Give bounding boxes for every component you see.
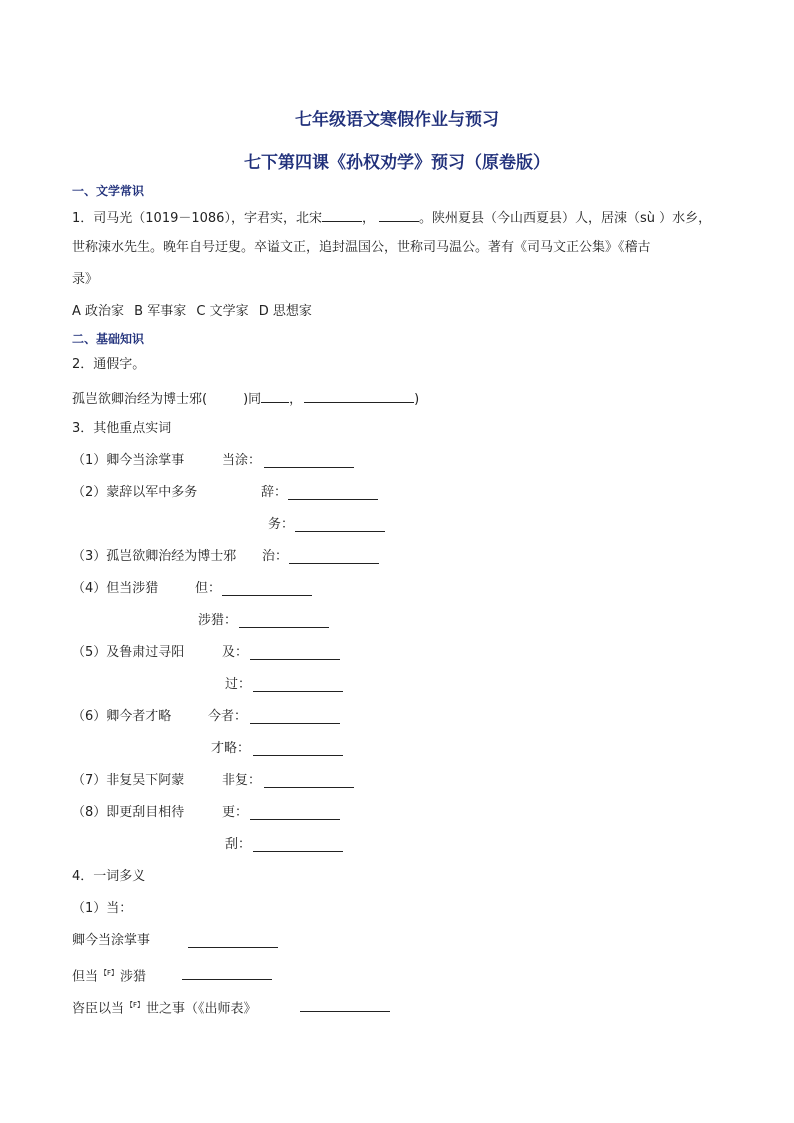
polysemy-example bbox=[72, 997, 257, 1017]
footnote-mark: 【F】 bbox=[126, 1001, 145, 1009]
answer-blank[interactable] bbox=[379, 208, 419, 222]
polysemy-text-a: 但当 bbox=[72, 969, 99, 985]
page-title: 七年级语文寒假作业与预习 bbox=[295, 110, 499, 130]
answer-blank[interactable] bbox=[322, 208, 362, 222]
polysemy-example bbox=[72, 965, 146, 985]
answer-blank[interactable] bbox=[295, 530, 385, 532]
vocab-sentence: （2）蒙辞以军中多务 bbox=[72, 485, 198, 500]
section-heading-basics: 二、基础知识 bbox=[72, 332, 145, 346]
polysemy-text-a: 咨臣以当 bbox=[72, 1001, 125, 1017]
vocab-label: 务： bbox=[268, 517, 295, 532]
question-1-text-a: 1．司马光（1019－1086），字君实，北宋 bbox=[72, 211, 322, 226]
vocab-sentence: （1）卿今当涂掌事 bbox=[72, 453, 185, 468]
question-1-line-2: 世称涑水先生。晚年自号迂叟。卒谥文正，追封温国公，世称司马温公。著有《司马文正公集》《稽古 bbox=[72, 240, 651, 255]
vocab-sentence: （4）但当涉猎 bbox=[72, 581, 159, 596]
vocab-sentence: （5）及鲁肃过寻阳 bbox=[72, 645, 185, 660]
vocab-label: 更： bbox=[222, 805, 249, 820]
answer-blank[interactable] bbox=[188, 946, 278, 948]
question-2-title: 2．通假字。 bbox=[72, 357, 146, 372]
polysemy-text-b: 涉猎 bbox=[120, 969, 147, 985]
question-1-sep: ， bbox=[361, 211, 375, 226]
question-1-line-1 bbox=[72, 208, 711, 227]
question-1-options bbox=[72, 304, 318, 320]
answer-blank[interactable] bbox=[288, 498, 378, 500]
footnote-mark: 【F】 bbox=[100, 969, 119, 977]
answer-blank[interactable] bbox=[253, 690, 343, 692]
answer-blank[interactable] bbox=[289, 562, 379, 564]
answer-blank[interactable] bbox=[182, 978, 272, 980]
vocab-label: 非复： bbox=[222, 773, 262, 788]
vocab-sentence: （8）即更刮目相待 bbox=[72, 805, 185, 820]
question-4-subtitle: （1）当： bbox=[72, 901, 133, 916]
vocab-label: 治： bbox=[262, 549, 289, 564]
answer-blank[interactable] bbox=[222, 594, 312, 596]
question-2-text-d: ) bbox=[414, 392, 420, 407]
question-2-text-b: )同 bbox=[243, 392, 262, 407]
answer-blank[interactable] bbox=[250, 658, 340, 660]
answer-blank[interactable] bbox=[239, 626, 329, 628]
answer-blank[interactable] bbox=[253, 754, 343, 756]
vocab-label: 过： bbox=[225, 677, 252, 692]
vocab-label: 及： bbox=[222, 645, 249, 660]
polysemy-text-b: 世之事（《出师表》 bbox=[146, 1001, 257, 1017]
vocab-label: 辞： bbox=[261, 485, 288, 500]
vocab-label: 涉猎： bbox=[198, 613, 238, 628]
vocab-sentence: （3）孤岂欲卿治经为博士邪 bbox=[72, 549, 237, 564]
vocab-label: 才略： bbox=[211, 741, 251, 756]
question-4-title: 4．一词多义 bbox=[72, 869, 146, 884]
vocab-label: 当涂： bbox=[222, 453, 262, 468]
question-1-text-b: 。陕州夏县（今山西夏县）人，居涑（sù ）水乡， bbox=[418, 211, 712, 226]
vocab-label: 今者： bbox=[208, 709, 248, 724]
section-heading-literature: 一、文学常识 bbox=[72, 184, 145, 198]
question-3-title: 3．其他重点实词 bbox=[72, 421, 172, 436]
answer-blank[interactable] bbox=[250, 818, 340, 820]
answer-blank[interactable] bbox=[250, 722, 340, 724]
question-2-line bbox=[72, 389, 419, 408]
answer-blank[interactable] bbox=[261, 389, 289, 403]
question-2-text-a: 孤岂欲卿治经为博士邪( bbox=[72, 392, 208, 407]
option-c[interactable]: C 文学家 bbox=[196, 304, 249, 319]
vocab-sentence: （6）卿今者才略 bbox=[72, 709, 172, 724]
polysemy-example: 卿今当涂掌事 bbox=[72, 933, 151, 948]
vocab-label: 刮： bbox=[225, 837, 252, 852]
option-d[interactable]: D 思想家 bbox=[258, 304, 312, 319]
answer-blank[interactable] bbox=[264, 466, 354, 468]
answer-blank[interactable] bbox=[300, 1010, 390, 1012]
option-a[interactable]: A 政治家 bbox=[72, 304, 125, 319]
vocab-label: 但： bbox=[195, 581, 222, 596]
answer-blank[interactable] bbox=[304, 389, 414, 403]
page-subtitle: 七下第四课《孙权劝学》预习（原卷版） bbox=[244, 153, 550, 173]
answer-blank[interactable] bbox=[264, 786, 354, 788]
answer-blank[interactable] bbox=[253, 850, 343, 852]
question-1-line-3: 录》 bbox=[72, 272, 99, 287]
option-b[interactable]: B 军事家 bbox=[134, 304, 187, 319]
vocab-sentence: （7）非复吴下阿蒙 bbox=[72, 773, 185, 788]
question-2-text-c: ， bbox=[289, 392, 303, 407]
